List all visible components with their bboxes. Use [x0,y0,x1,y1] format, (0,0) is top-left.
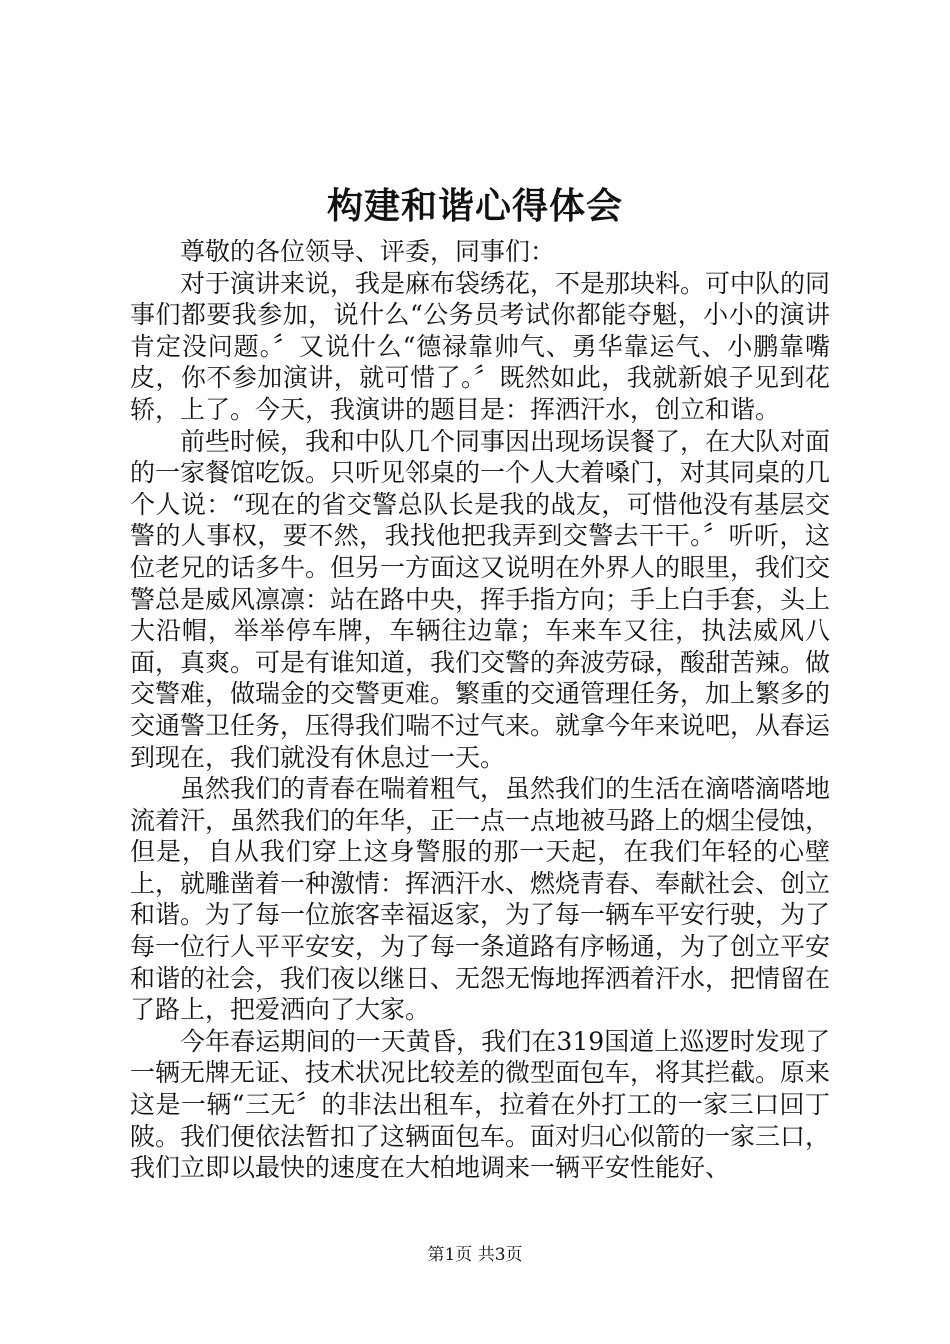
paragraph: 今年春运期间的一天黄昏，我们在319国道上巡逻时发现了一辆无牌无证、技术状况比较差的微型面包车，将其拦截。原来这是一辆“三无〞的非法出租车，拉着在外打工的一家三口回丁陂。我们便依法暂扣了这辆面包车。面对归心似箭的一家三口，我们立即以最快的速度在大柏地调来一辆平安性能好、 [130,1026,831,1183]
paragraph: 前些时候，我和中队几个同事因出现场误餐了，在大队对面的一家餐馆吃饭。只听见邻桌的一个人大着嗓门，对其同桌的几个人说：“现在的省交警总队长是我的战友，可惜他没有基层交警的人事权，要不然，我找他把我弄到交警去干干。〞听听，这位老兄的话多牛。但另一方面这又说明在外界人的眼里，我们交警总是威风凛凛：站在路中央，挥手指方向；手上白手套，头上大沿帽，举举停车牌，车辆往边靠；车来车又往，执法威风八面，真爽。可是有谁知道，我们交警的奔波劳碌，酸甜苦辣。做交警难，做瑞金的交警更难。繁重的交通管理任务，加上繁多的交通警卫任务，压得我们喘不过气来。就拿今年来说吧，从春运到现在，我们就没有休息过一天。 [130,426,831,772]
paragraph: 对于演讲来说，我是麻布袋绣花，不是那块料。可中队的同事们都要我参加，说什么“公务员考试你都能夺魁，小小的演讲肯定没问题。〞又说什么“德禄靠帅气、勇华靠运气、小鹏靠嘴皮，你不参加演讲，就可惜了。〞既然如此，我就新娘子见到花轿，上了。今天，我演讲的题目是：挥洒汗水，创立和谐。 [130,268,831,424]
paragraph-salutation: 尊敬的各位领导、评委，同事们： [180,237,556,266]
page-footer: 第1页 共3页 [427,1245,523,1265]
document-body [130,236,830,1184]
paragraph: 虽然我们的青春在喘着粗气，虽然我们的生活在滴嗒滴嗒地流着汗，虽然我们的年华，正一点一点地被马路上的烟尘侵蚀，但是，自从我们穿上这身警服的那一天起，在我们年轻的心壁上，就雕凿着一种激情：挥洒汗水、燃烧青春、奉献社会、创立和谐。为了每一位旅客幸福返家，为了每一辆车平安行驶，为了每一位行人平平安安，为了每一条道路有序畅通，为了创立平安和谐的社会，我们夜以继日、无怨无悔地挥洒着汗水，把情留在了路上，把爱洒向了大家。 [130,774,831,1025]
document-title: 构建和谐心得体会 [326,185,623,227]
